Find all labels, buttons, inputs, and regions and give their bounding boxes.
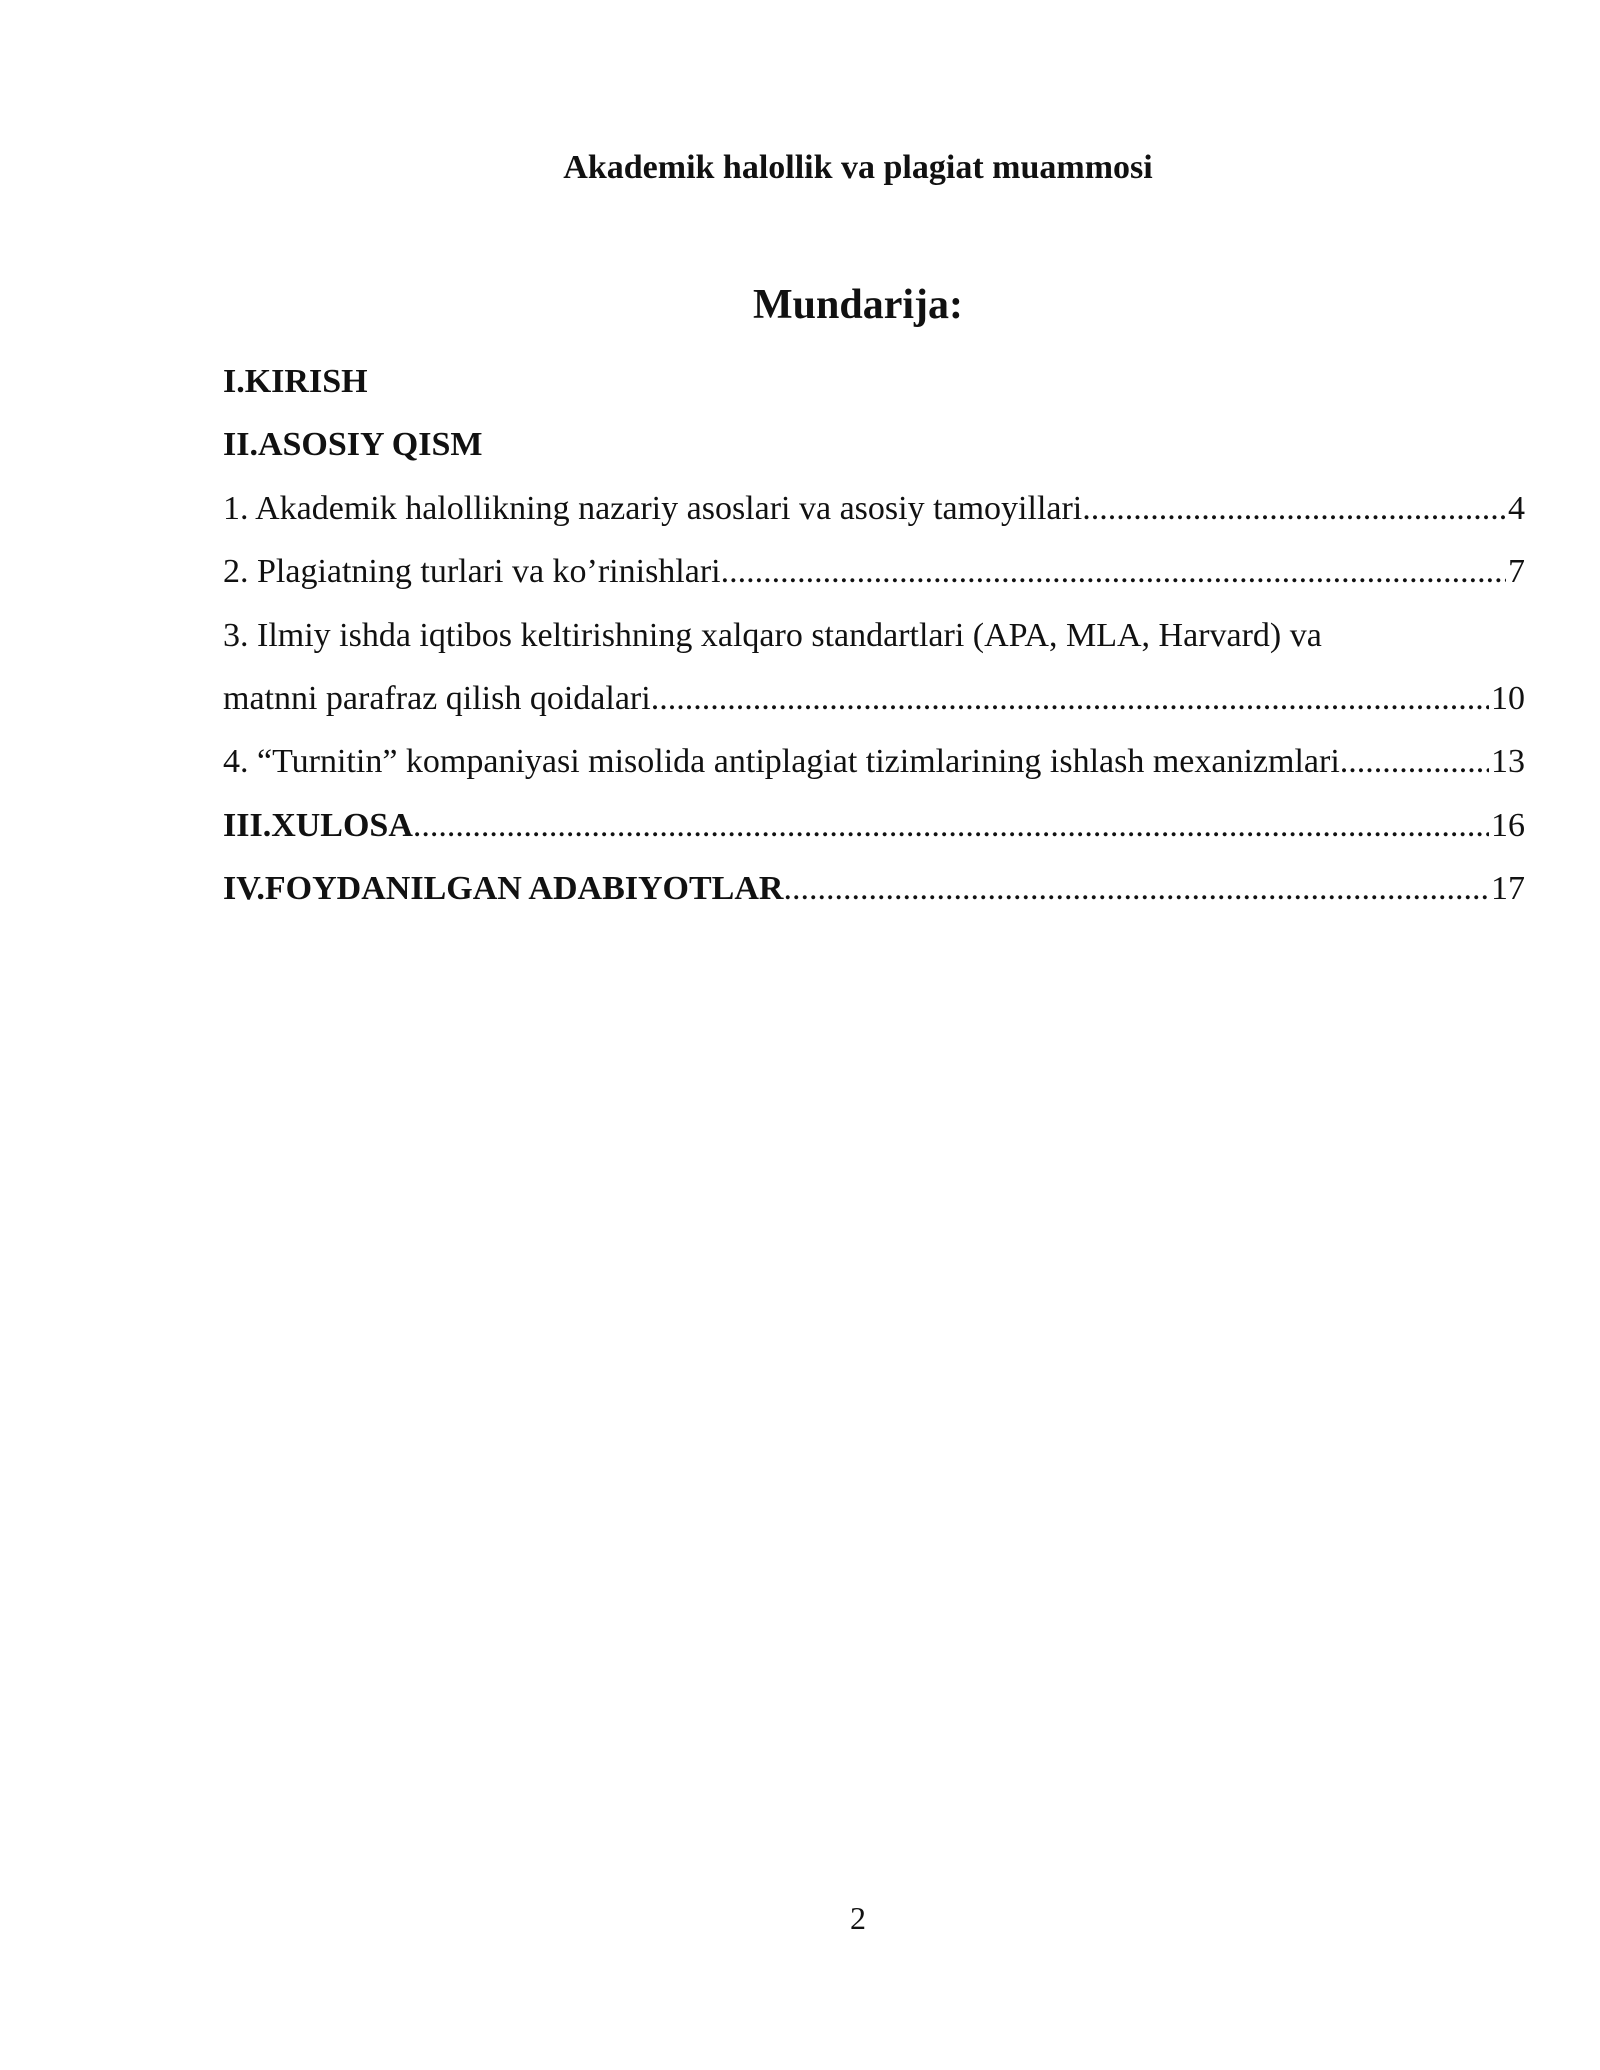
toc-page-number: 10 bbox=[1491, 679, 1525, 717]
toc-entry-label: 2. Plagiatning turlari va ko’rinishlari bbox=[223, 553, 721, 591]
toc-entry-adabiyotlar[interactable] bbox=[223, 857, 1525, 920]
page-number: 2 bbox=[850, 1900, 866, 1936]
toc-entry-4[interactable] bbox=[223, 730, 1525, 793]
toc-entry-label: III.XULOSA bbox=[223, 806, 413, 844]
toc-entry-asosiy-qism[interactable] bbox=[223, 413, 1525, 476]
toc-entry-3-line-2[interactable] bbox=[223, 667, 1525, 730]
toc-entry-3-line-1[interactable] bbox=[223, 604, 1525, 667]
toc-entry-label: 4. “Turnitin” kompaniyasi misolida antiplagiat tizimlarining ishlash mexanizmlari bbox=[223, 743, 1340, 781]
toc-page-number: 17 bbox=[1491, 870, 1525, 908]
document-title: Akademik halollik va plagiat muammosi bbox=[563, 149, 1153, 186]
dot-leader bbox=[651, 667, 1489, 730]
toc-entry-label: I.KIRISH bbox=[223, 363, 368, 400]
toc-entry-label: matnni parafraz qilish qoidalari bbox=[223, 679, 651, 717]
toc-entry-2[interactable] bbox=[223, 540, 1525, 603]
dot-leader bbox=[1340, 730, 1489, 793]
toc-entry-1[interactable] bbox=[223, 477, 1525, 540]
toc-page-number: 7 bbox=[1508, 553, 1525, 591]
toc-entry-label: 1. Akademik halollikning nazariy asoslari va asosiy tamoyillari bbox=[223, 489, 1083, 527]
toc-page-number: 16 bbox=[1491, 806, 1525, 844]
toc-entry-xulosa[interactable] bbox=[223, 794, 1525, 857]
toc-page-number: 13 bbox=[1491, 743, 1525, 781]
dot-leader bbox=[783, 857, 1489, 920]
dot-leader bbox=[721, 540, 1506, 603]
toc-entry-label: IV.FOYDANILGAN ADABIYOTLAR bbox=[223, 870, 784, 908]
dot-leader bbox=[1082, 477, 1506, 540]
toc-entry-label: II.ASOSIY QISM bbox=[223, 426, 483, 464]
toc-entry-label: 3. Ilmiy ishda iqtibos keltirishning xalqaro standartlari (APA, MLA, Harvard) va bbox=[223, 616, 1322, 654]
dot-leader bbox=[413, 794, 1489, 857]
table-of-contents bbox=[223, 350, 1525, 921]
toc-page-number: 4 bbox=[1508, 489, 1525, 527]
toc-entry-kirish[interactable] bbox=[223, 350, 1525, 413]
toc-heading: Mundarija: bbox=[753, 282, 963, 328]
